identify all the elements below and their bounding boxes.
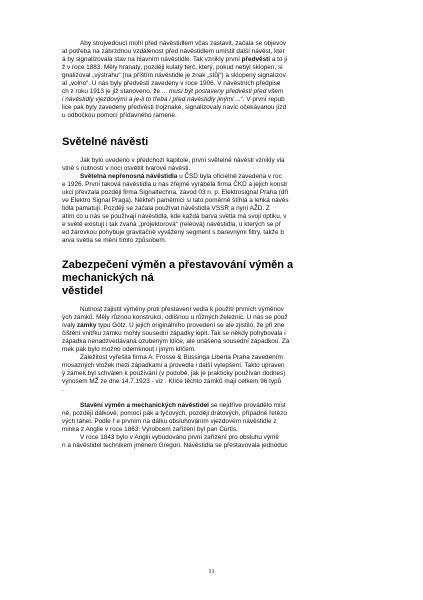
text-line: ch z roku 1913 je již stanoveno, že [62,88,162,95]
text-line: a to ji [270,56,288,63]
text-line: Nutnost zajistit výměny proti přestavení vedla k použití prvních výměnov [80,306,284,313]
text-line: e 1926. První taková návěstidla u nás zřejmě vyráběla firma ČKD a jejich konstr [62,181,288,188]
text-line: á by signalizovala stav na hlavním návěstidle. Tak vznikly první [62,56,242,63]
term-staveni-vymen: Stavění výměn a mechanických návěstidel [80,402,209,409]
text-line: at potřeba na zábrzdnou vzdálenost před návěstidlem umístit další návěst, kter [62,48,285,55]
text-line: atím co u nás se používají návěstidla, kde každá barva světla má svoji optiku, v [62,213,287,220]
heading-line: věstidel [62,285,103,297]
paragraph-staveni-vymen [62,402,367,450]
paragraph-predvesti [62,40,367,120]
text-line: typu Götz. U jejich originálního provedení se ale zjistilo, že při zne [96,322,285,329]
text-line: mek pak bylo možno odemknout i jiným klíčem. [62,346,196,353]
text-line: gnalizoval „výstrahu“ (na příštím návěstidle je znak „stůj“) a sklopený signalizov [62,72,286,79]
text-line: e světě existují i tak zvaná „projektorová“ (reléová) návěstidla, u kterých se př [62,221,281,228]
text-line: Jak bylo uvedeno v předchozí kapitole, první světelné návěsti vznikly vla [80,157,285,164]
term-predvesti: předvěsti [241,56,271,63]
text-line: mosazných vložek mezi západkami a provedla i další vylepšení. Takto upraven [62,362,285,369]
paragraph-svetelne-intro [62,157,367,245]
text-line: západka nenadzvedávaná ozubeným klíče, ale unášená sousední západkou. Zá [62,338,290,345]
page-number: 11 [208,568,215,575]
term-svetelna-navestidla: Světelná nepřenosná návěstidla [80,173,178,180]
text-line: ed žárovkou pohybuje gravitačně vyvážený segment s barevnými filtry, takže b [62,229,284,236]
heading-zabezpeceni-vymen [62,259,367,298]
text-line: “. V první repub [240,96,285,103]
term-zamky: zámky [76,322,97,329]
paragraph-gap [62,394,367,402]
document-page [62,40,367,450]
text-line: lice pak byly zavedeny předvěsti trojznaké, signalizovaly navíc očekávanou jízd [62,104,287,111]
heading-svetelne-navesti: Světelné návěsti [62,136,149,148]
text-line: Záležitost vyřešila firma A. Frosse & Büssinga Liberta Praha zavedením [80,354,283,361]
text-line: arva světla se mění tímto způsobem. [62,237,167,244]
text-line: tidla pamatují. Později se začala používat návěstidla VSSR a nyní AŽD. Z [62,205,270,212]
text-line: výnosem MŽ ze dne 14.7.1923 - viz . Klíče těchto zámků mají celkem 96 typů [62,378,282,385]
text-line: ž v roce 1883. Měly hranatý, později kulatý terč, který, pokud nebyl sklopen, si [62,64,283,71]
text-line: Aby strojvedoucí mohl před návěstidlem včas zastavit, začala se objevov [80,40,287,47]
text-line: minka z Anglie v roce 1863. Výrobcem zařízení byl pan Curtis. [62,426,238,433]
text-line: se nejdříve provádělo míst [208,402,286,409]
quote-text: ... musí být postaveny předvěsti před všem [161,88,284,95]
text-line: stně s nutností v noci osvětlit tvarové návěsti. [62,165,191,172]
text-line: ívaly [62,322,77,329]
text-line: ých zámků. Měly různou konstrukci, odlišnou u různých železnic. U nás se použ [62,314,288,321]
heading-line: Zabezpečení výměn a přestavování výměn a mechanických ná [62,259,294,284]
text-line: u odbočkou pomocí přídavného ramene. [62,112,177,119]
text-line: čištění vnitřku zámku mohly sousední západky lepit. Tak se někdy pohybovala i [62,330,286,337]
text-line: n a návěstidel technikem jménem Gregori. Návěstidla se přestavovala jednoduc [62,442,288,449]
text-line: ně, později dálkově, pomocí pák a tyčových, později drátových, případně řetězo [62,410,287,417]
text-line: u ČSD byla oficielně zavedena v roc [177,173,282,180]
text-line: vých táhel. Podle ř e prvním na dálku obsluhováním vjezdovém návěstidle z [62,418,277,425]
quote-text: i návěstidly vjezdovými a je-li to třeba i před návěstidly jinými ... [62,96,241,103]
text-line: ukci převzala později firma Signaltechna, závod 03 n. p. Elektrosignal Praha (dří [62,189,289,196]
text-line: . [62,386,64,393]
text-line: ve Elektro Signal Praga). Někteří pamětníci si tato poměrně štíhlá a lehká návěs [62,197,289,204]
text-line: al „volno“. U nás byly předvěsti zavedeny v roce 1906. V návěstních předpise [62,80,281,87]
text-line: ý zámek byl schválen k používání (v podobě, jak je prakticky používán dodnes) [62,370,286,377]
text-line: V roce 1843 bylo v Anglii vybudováno první zařízení pro obsluhu výmě [80,434,279,441]
paragraph-vymenove-zamky [62,306,367,394]
